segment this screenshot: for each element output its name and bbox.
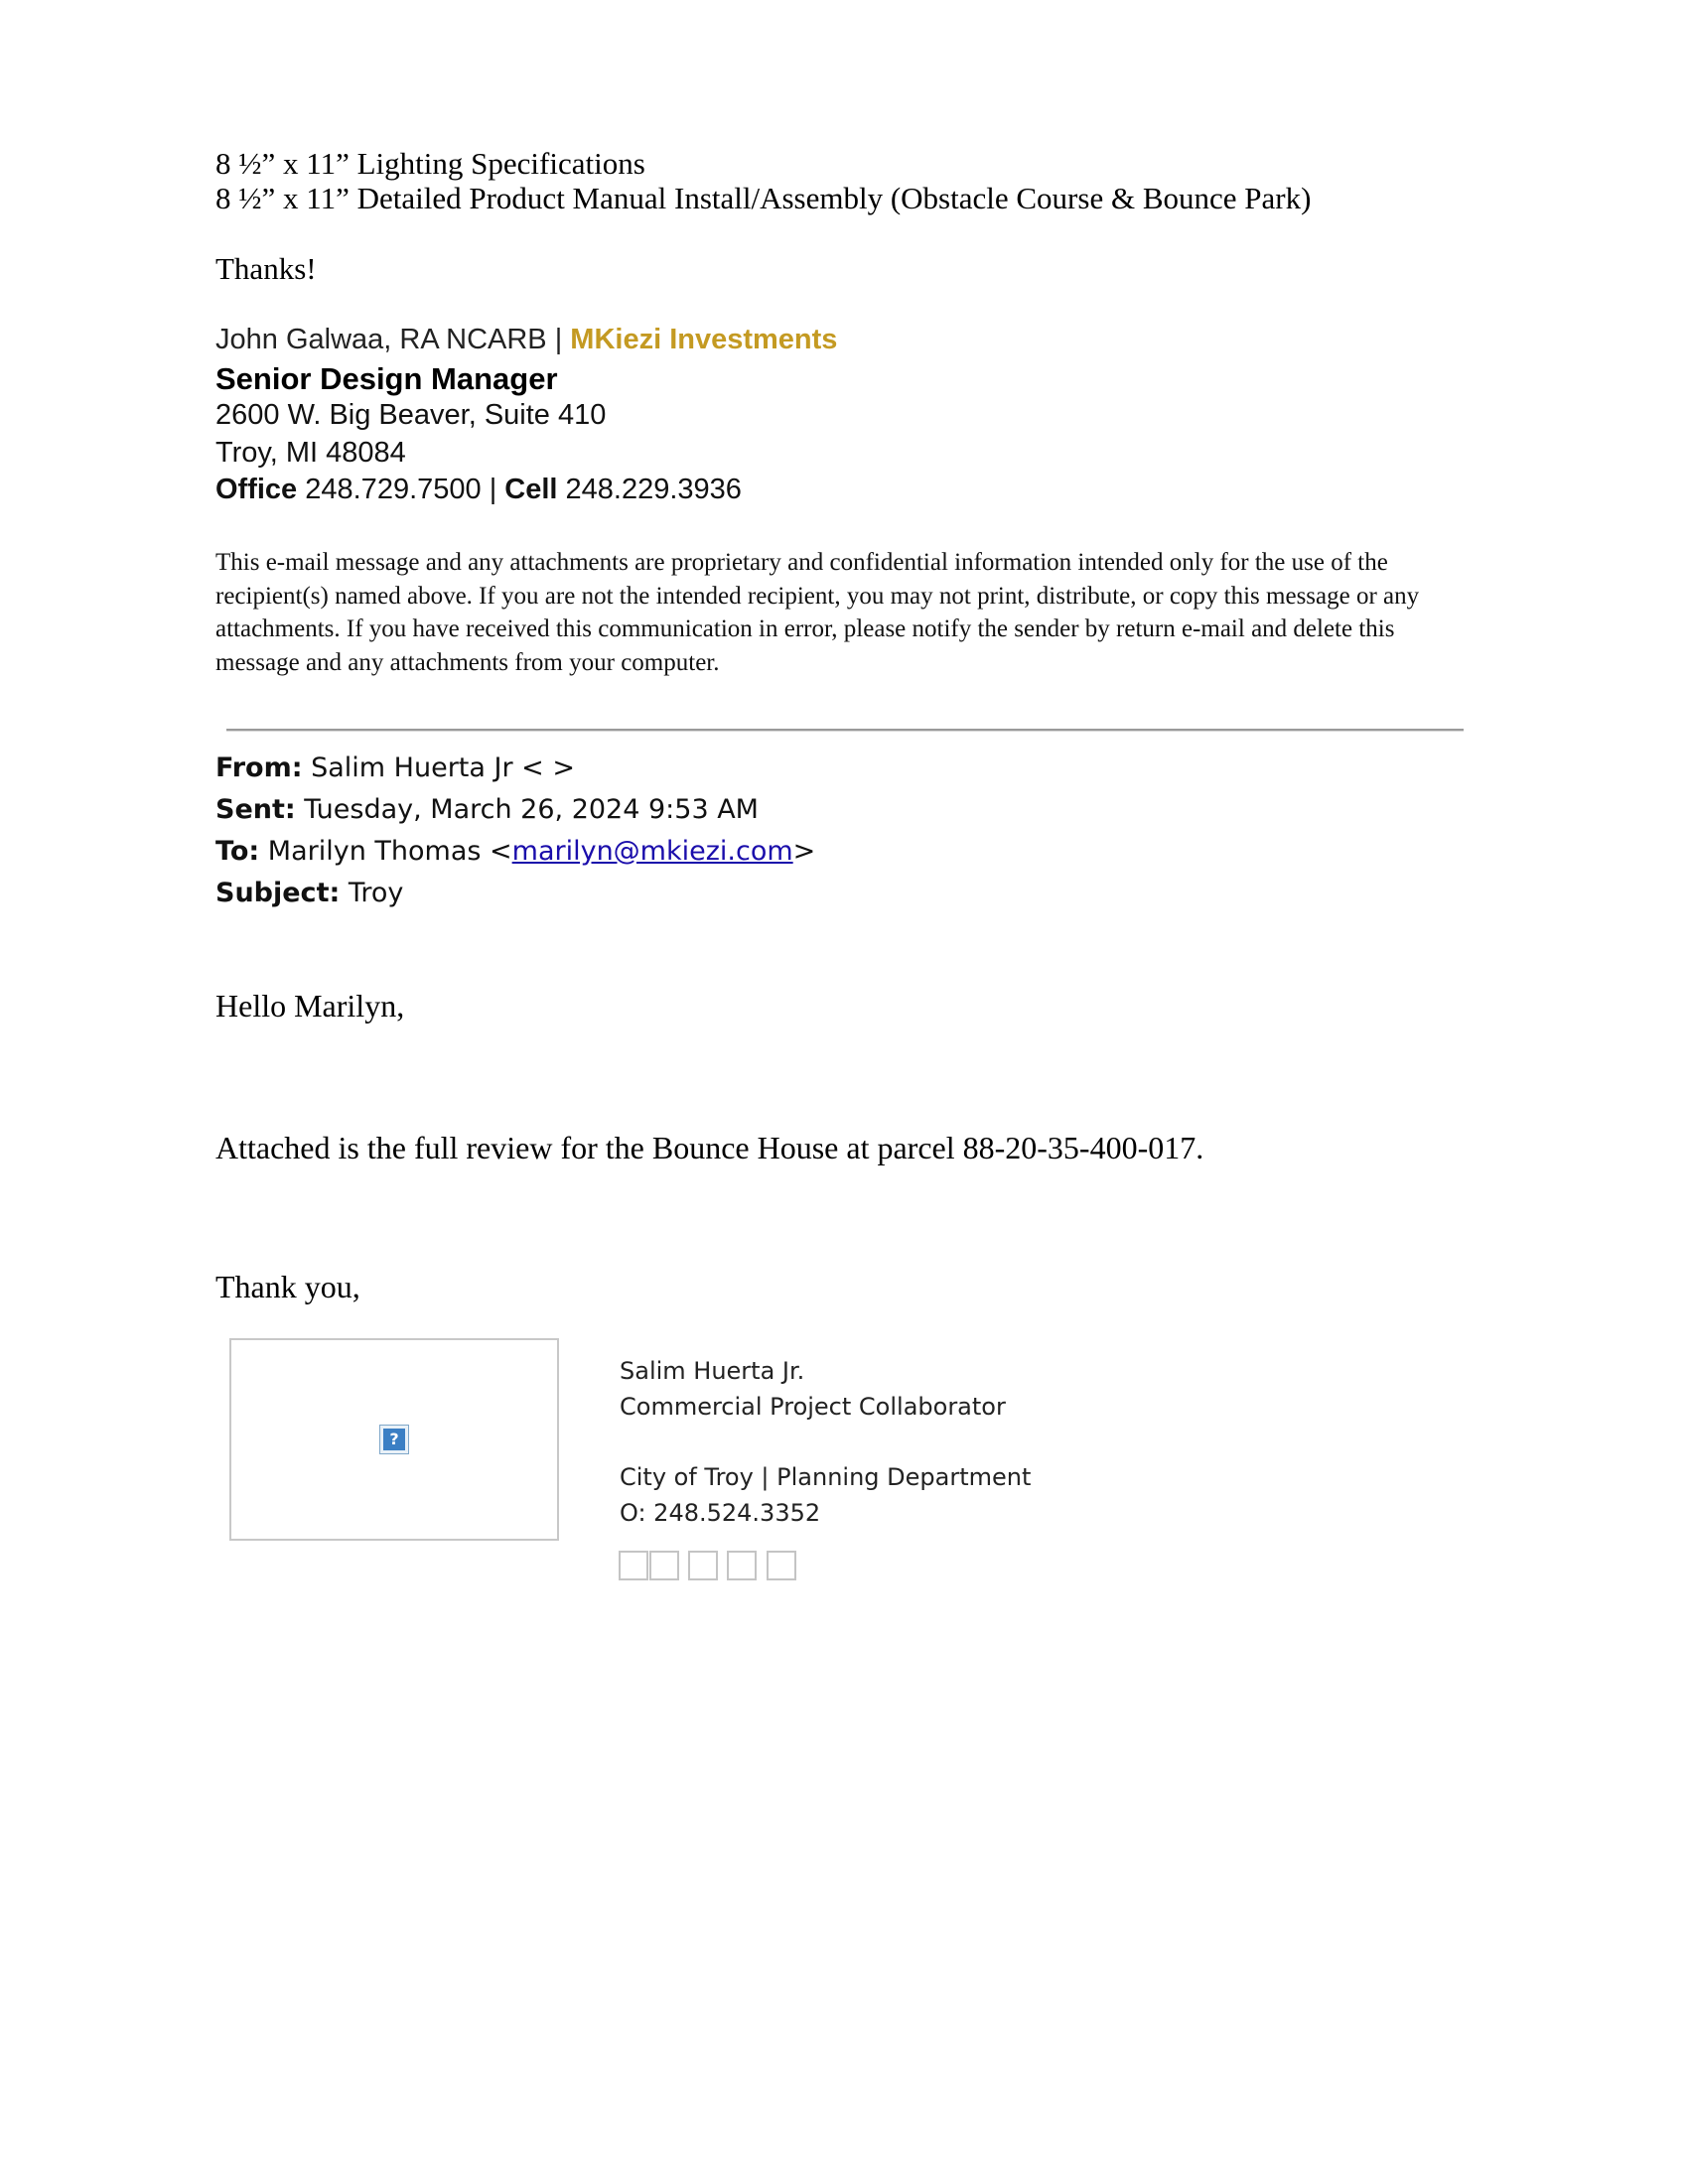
- social-icon-2[interactable]: [649, 1551, 679, 1580]
- office-label: Office: [215, 474, 298, 505]
- header-to: [215, 836, 815, 867]
- signature-address-line1: 2600 W. Big Beaver, Suite 410: [215, 399, 607, 431]
- office-number: 248.729.7500 |: [297, 474, 505, 505]
- thanks-text: Thanks!: [215, 251, 317, 286]
- subject-label: Subject:: [215, 878, 341, 908]
- signature-name: John Galwaa, RA NCARB |: [215, 324, 571, 355]
- sender-title: Commercial Project Collaborator: [620, 1393, 1006, 1421]
- header-subject: [215, 878, 403, 908]
- social-icon-3[interactable]: [688, 1551, 718, 1580]
- confidentiality-disclaimer: This e-mail message and any attachments are proprietary and confidential information intended only for the use of the recipient(s) named above. If you are not the intended recipient, you may not print, distribute, or copy this message or any attachments. If you have received this communication in error, please notify the sender by return e-mail and delete this message and any attachments from your computer.: [215, 549, 1420, 676]
- social-icon-1[interactable]: [619, 1551, 648, 1580]
- to-name: Marilyn Thomas <: [259, 836, 512, 867]
- signature-company: MKiezi Investments: [570, 324, 838, 355]
- to-email-link[interactable]: marilyn@mkiezi.com: [511, 836, 793, 867]
- to-close: >: [792, 836, 816, 867]
- message-divider: [226, 729, 1464, 732]
- message-body: Attached is the full review for the Bounce House at parcel 88-20-35-400-017.: [215, 1130, 1204, 1165]
- closing: Thank you,: [215, 1269, 360, 1304]
- sender-phone: O: 248.524.3352: [620, 1499, 821, 1527]
- spec-line-lighting: 8 ½” x 11” Lighting Specifications: [215, 146, 645, 181]
- header-sent: [215, 794, 759, 825]
- sender-department: City of Troy | Planning Department: [620, 1463, 1032, 1491]
- subject-value: Troy: [340, 878, 404, 908]
- social-icon-5[interactable]: [767, 1551, 796, 1580]
- from-value: Salim Huerta Jr < >: [302, 752, 575, 783]
- header-from: [215, 752, 575, 783]
- signature-image-placeholder: [229, 1338, 559, 1541]
- signature-phone-line: [215, 474, 742, 506]
- to-label: To:: [215, 836, 260, 867]
- greeting: Hello Marilyn,: [215, 988, 405, 1024]
- cell-label: Cell: [504, 474, 558, 505]
- from-label: From:: [215, 752, 303, 783]
- signature-address-line2: Troy, MI 48084: [215, 437, 406, 469]
- sender-name: Salim Huerta Jr.: [620, 1357, 805, 1385]
- social-icon-4[interactable]: [727, 1551, 757, 1580]
- signature-title: Senior Design Manager: [215, 361, 558, 396]
- cell-number: 248.229.3936: [557, 474, 742, 505]
- signature-name-line: [215, 324, 837, 356]
- spec-line-manual: 8 ½” x 11” Detailed Product Manual Install/Assembly (Obstacle Course & Bounce Park): [215, 181, 1312, 215]
- sent-value: Tuesday, March 26, 2024 9:53 AM: [295, 794, 759, 825]
- broken-image-icon: ?: [379, 1425, 409, 1454]
- sent-label: Sent:: [215, 794, 296, 825]
